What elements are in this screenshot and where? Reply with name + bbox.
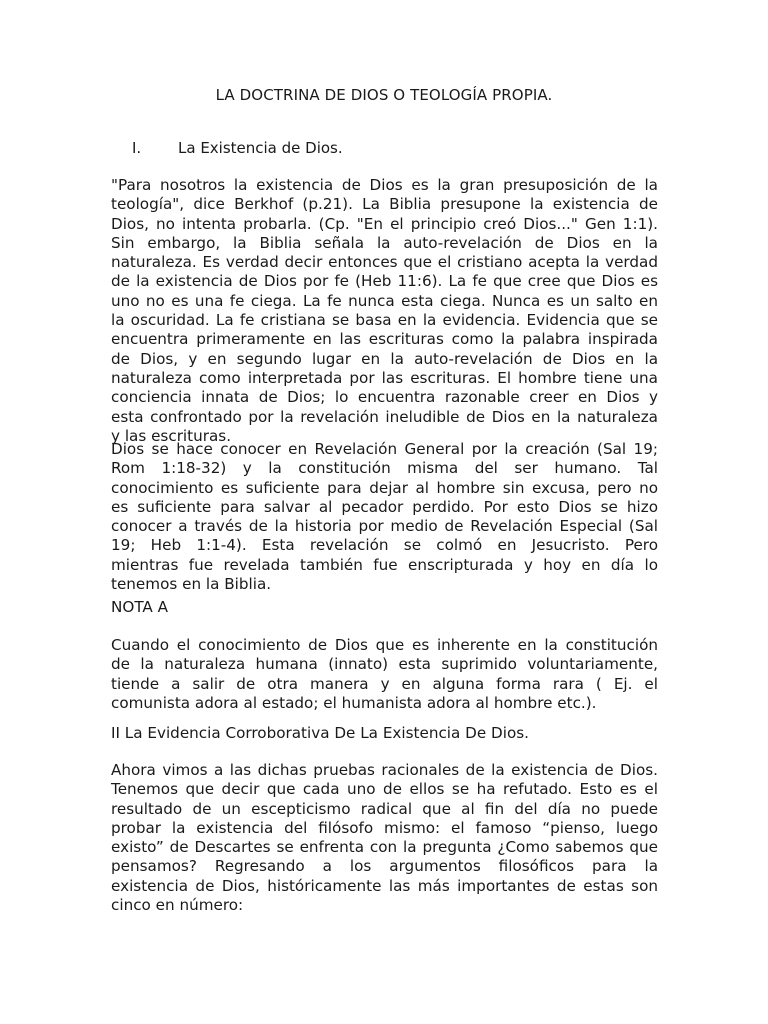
text-line: de la existencia de Dios por fe (Heb 11:6). La fe que cree que Dios es bbox=[111, 272, 658, 291]
note-label: NOTA A bbox=[111, 598, 169, 616]
paragraph-1 bbox=[111, 176, 658, 446]
text-line: Cuando el conocimiento de Dios que es inherente en la constitución bbox=[111, 636, 658, 654]
text-line: pensamos? Regresando a los argumentos filosóficos para la bbox=[111, 857, 658, 876]
text-line: existo” de Descartes se enfrenta con la pregunta ¿Como sabemos que bbox=[111, 838, 658, 857]
text-line: probar la existencia del filósofo mismo: el famoso “pienso, luego bbox=[111, 818, 658, 837]
text-line: Tenemos que decir que cada uno de ellos se ha refutado. Esto es el bbox=[111, 780, 658, 799]
text-line: de la naturaleza humana (innato) esta suprimido voluntariamente, bbox=[111, 655, 658, 674]
text-line: teología", dice Berkhof (p.21). La Biblia presupone la existencia de bbox=[111, 195, 658, 214]
text-line: uno no es una fe ciega. La fe nunca esta ciega. Nunca es un salto en bbox=[111, 291, 658, 310]
text-line: encuentra primeramente en las escrituras como la palabra inspirada bbox=[111, 330, 658, 349]
text-line: resultado de un escepticismo radical que al fin del día no puede bbox=[111, 799, 658, 818]
paragraph-4 bbox=[111, 761, 658, 915]
section-number: I. bbox=[132, 139, 142, 157]
document-title: LA DOCTRINA DE DIOS O TEOLOGÍA PROPIA. bbox=[215, 86, 553, 104]
text-line: comunista adora al estado; el humanista adora al hombre etc.). bbox=[111, 693, 597, 712]
text-line: cinco en número: bbox=[111, 896, 244, 915]
text-line: tiende a salir de otra manera y en alguna forma rara ( Ej. el bbox=[111, 674, 658, 693]
text-line: conocimiento es suficiente para dejar al hombre sin excusa, pero no bbox=[111, 478, 658, 497]
section-heading-1 bbox=[132, 139, 343, 157]
text-line: es suficiente para salvar al pecador perdido. Por esto Dios se hizo bbox=[111, 497, 658, 516]
text-line: 19; Heb 1:1-4). Esta revelación se colmó en Jesucristo. Pero bbox=[111, 536, 658, 555]
text-line: existencia de Dios, históricamente las más importantes de estas son bbox=[111, 876, 658, 895]
text-line: y las escrituras. bbox=[111, 426, 232, 445]
section-heading-2: II La Evidencia Corroborativa De La Existencia De Dios. bbox=[111, 724, 529, 742]
text-line: Dios, no intenta probarla. (Cp. "En el principio creó Dios..." Gen 1:1). bbox=[111, 214, 658, 233]
section-heading-text: La Existencia de Dios. bbox=[178, 139, 343, 157]
text-line: Ahora vimos a las dichas pruebas racionales de la existencia de Dios. bbox=[111, 761, 658, 779]
text-line: esta confrontado por la revelación ineludible de Dios en la naturaleza bbox=[111, 407, 658, 426]
text-line: tenemos en la Biblia. bbox=[111, 575, 272, 594]
text-line: Dios se hace conocer en Revelación General por la creación (Sal 19; bbox=[111, 440, 658, 458]
text-line: naturaleza. Es verdad decir entonces que el cristiano acepta la verdad bbox=[111, 253, 658, 272]
text-line: de Dios, y en segundo lugar en la auto-revelación de Dios en la bbox=[111, 349, 658, 368]
text-line: "Para nosotros la existencia de Dios es la gran presuposición de la bbox=[111, 176, 658, 194]
text-line: Rom 1:18-32) y la constitución misma del ser humano. Tal bbox=[111, 459, 658, 478]
text-line: Sin embargo, la Biblia señala la auto-revelación de Dios en la bbox=[111, 233, 658, 252]
text-line: la oscuridad. La fe cristiana se basa en la evidencia. Evidencia que se bbox=[111, 311, 658, 330]
text-line: naturaleza como interpretada por las escrituras. El hombre tiene una bbox=[111, 368, 658, 387]
text-line: mientras fue revelada también fue enscripturada y hoy en día lo bbox=[111, 555, 658, 574]
text-line: conocer a través de la historia por medio de Revelación Especial (Sal bbox=[111, 517, 658, 536]
paragraph-2 bbox=[111, 440, 658, 594]
text-line: conciencia innata de Dios; lo encuentra razonable creer en Dios y bbox=[111, 388, 658, 407]
paragraph-3 bbox=[111, 636, 658, 713]
